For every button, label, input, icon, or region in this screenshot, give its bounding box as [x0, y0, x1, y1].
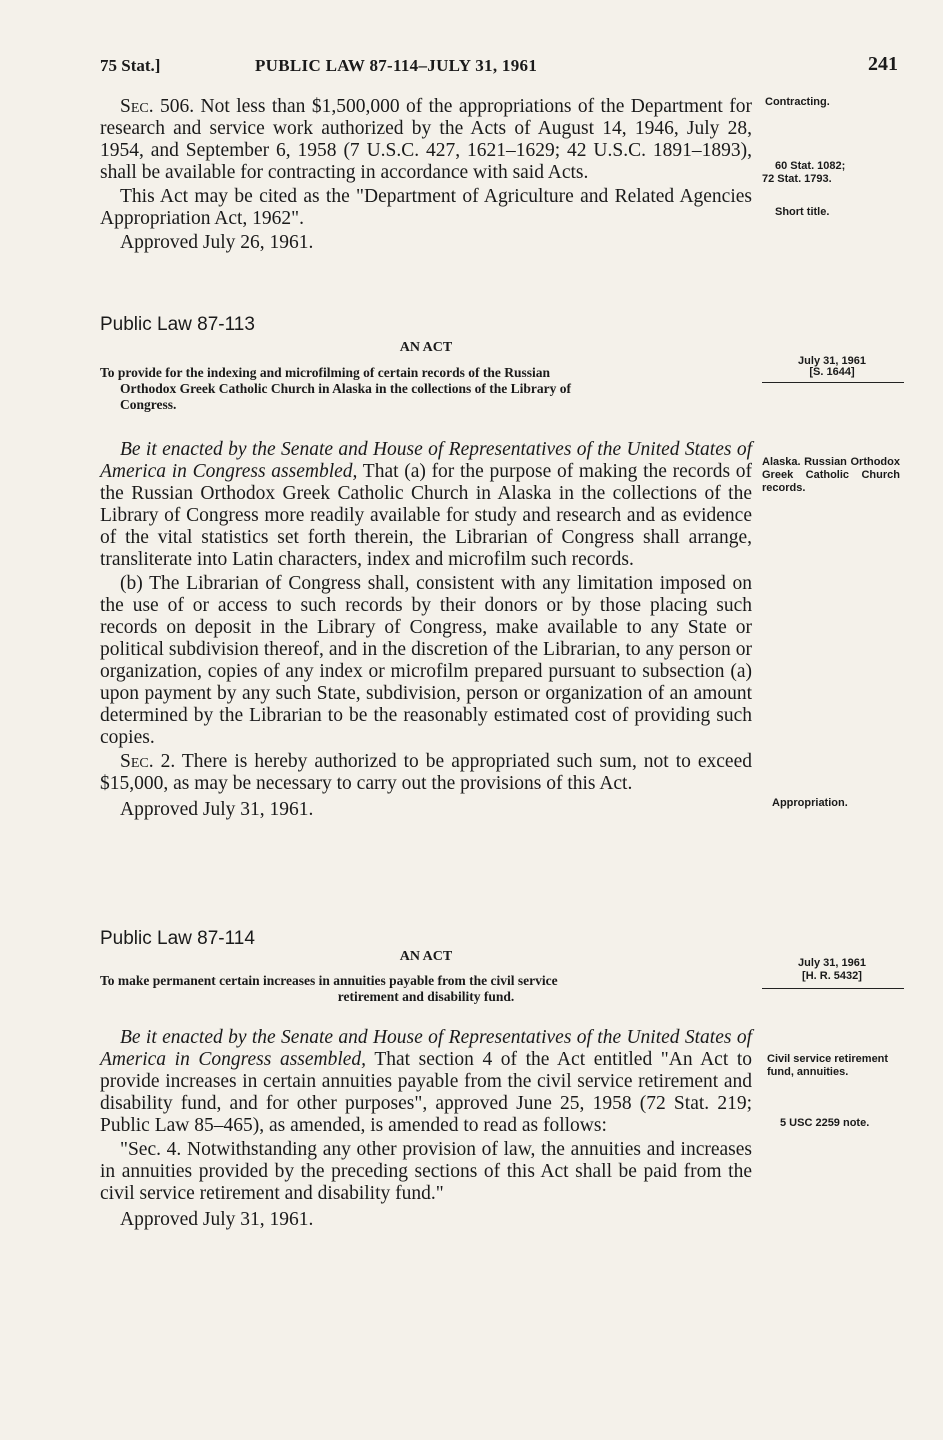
header-page-number: 241	[868, 53, 898, 75]
approved-july-31-a: Approved July 31, 1961.	[120, 799, 314, 820]
law-87-114-title: Public Law 87-114	[100, 928, 255, 949]
sidenote-rule-114	[762, 988, 904, 989]
enacting-clause: Be it enacted by the Senate and House of Representatives of the United States of America in Congress assembled,	[100, 439, 752, 482]
law-87-113-block	[100, 314, 752, 821]
sidenote-usc: 5 USC 2259 note.	[780, 1117, 870, 1129]
sidenote-contracting: Contracting.	[765, 96, 830, 108]
short-title-paragraph: This Act may be cited as the "Department of Agriculture and Related Agencies Appropriation Act, 1962".	[100, 186, 752, 229]
sidenote-date-113: July 31, 1961	[798, 355, 866, 367]
law-87-113-title: Public Law 87-113	[100, 314, 255, 335]
law-87-114-purpose	[100, 973, 752, 1005]
sidenote-bill-113: [S. 1644]	[809, 366, 855, 378]
purpose-114-line-2: retirement and disability fund.	[337, 989, 515, 1004]
law-87-114-block	[100, 928, 752, 1231]
purpose-line-3: Congress.	[120, 397, 177, 412]
law-87-113-sec-1a	[100, 439, 752, 571]
law-87-113-sec-1b: (b) The Librarian of Congress shall, consistent with any limitation imposed on the use of or access to such records by their donors or by those placing such records on deposit in the Library of Congress, make available to any State or political subdivision thereof, and in the discretion of the Librarian, to any person or organization, copies of any index or microfilm prepared pursuant to subsection (a) upon payment by any such State, subdivision, person or organization of an amount determined by the Librarian to be the reasonably estimated cost of providing such copies.	[100, 573, 752, 748]
approved-july-26: Approved July 26, 1961.	[120, 232, 314, 253]
header-title: PUBLIC LAW 87-114–JULY 31, 1961	[255, 56, 538, 75]
sec-2-text: There is hereby authorized to be appropriated such sum, not to exceed $15,000, as may be necessary to carry out the provisions of this Act.	[100, 751, 752, 794]
sec-506-paragraph	[100, 96, 752, 184]
purpose-line-1: To provide for the indexing and microfilming of certain records of the Russian	[100, 365, 551, 380]
sec-506-text: Not less than $1,500,000 of the appropriations of the Department for research and service work authorized by the Acts of August 14, 1946, July 28, 1954, and September 6, 1958 (7 U.S.C. 427, 1621–1629; 42 U.S.C. 1891–1893), shall be available for contracting in accordance with said Acts.	[100, 96, 752, 183]
purpose-114-line-1: To make permanent certain increases in annuities payable from the civil service	[100, 973, 558, 988]
purpose-line-2: Orthodox Greek Catholic Church in Alaska in the collections of the Library of	[120, 381, 572, 396]
sec-2-label: Sec. 2.	[120, 751, 176, 772]
sec-1a-text: That (a) for the purpose of making the records of the Russian Orthodox Greek Catholic Church in Alaska in the collections of the Library of Congress more readily available for study and research and as evidence of the vital statistics set forth therein, the Librarian of Congress shall arrange, transliterate into Latin characters, index and microfilm such records.	[100, 461, 752, 570]
approved-july-31-b: Approved July 31, 1961.	[120, 1209, 314, 1230]
law-87-114-an-act: AN ACT	[399, 949, 453, 964]
header-volume: 75 Stat.]	[100, 56, 161, 75]
sidenote-alaska: Alaska. Russian Orthodox Greek Catholic Church records.	[762, 456, 900, 494]
law-87-114-sec-4	[100, 1139, 752, 1205]
sidenote-appropriation: Appropriation.	[772, 797, 848, 809]
sidenote-date-114: July 31, 1961	[798, 957, 866, 969]
sidenote-short-title: Short title.	[775, 206, 830, 218]
sidenote-rule-113	[762, 382, 904, 383]
law-87-113-an-act: AN ACT	[399, 340, 453, 355]
sidenote-stat-1: 60 Stat. 1082;	[775, 160, 846, 172]
sec-4-label: "Sec. 4.	[120, 1139, 182, 1160]
law-87-114-body	[100, 1027, 752, 1137]
sidenote-civil-service: Civil service retirement fund, annuities.	[767, 1053, 889, 1078]
sec-506-label: Sec. 506.	[120, 96, 195, 117]
sidenote-bill-114: [H. R. 5432]	[802, 970, 862, 982]
sec-506-block	[100, 96, 752, 254]
law-87-113-purpose	[100, 365, 752, 413]
enacting-clause-114: Be it enacted by the Senate and House of Representatives of the United States of America in Congress assembled,	[100, 1027, 752, 1070]
sidenote-stat-2: 72 Stat. 1793.	[762, 173, 832, 185]
law-87-114-body-text: That section 4 of the Act entitled "An Act to provide increases in certain annuities payable from the civil service retirement and disability fund, and for other purposes", approved June 25, 1958 (72 Stat. 219; Public Law 85–465), as amended, is amended to read as follows:	[100, 1049, 752, 1136]
law-87-113-sec-2	[100, 751, 752, 795]
sec-4-text: Notwithstanding any other provision of law, the annuities and increases in annuities provided by the preceding sections of this Act shall be paid from the civil service retirement and disability fund."	[100, 1139, 752, 1204]
